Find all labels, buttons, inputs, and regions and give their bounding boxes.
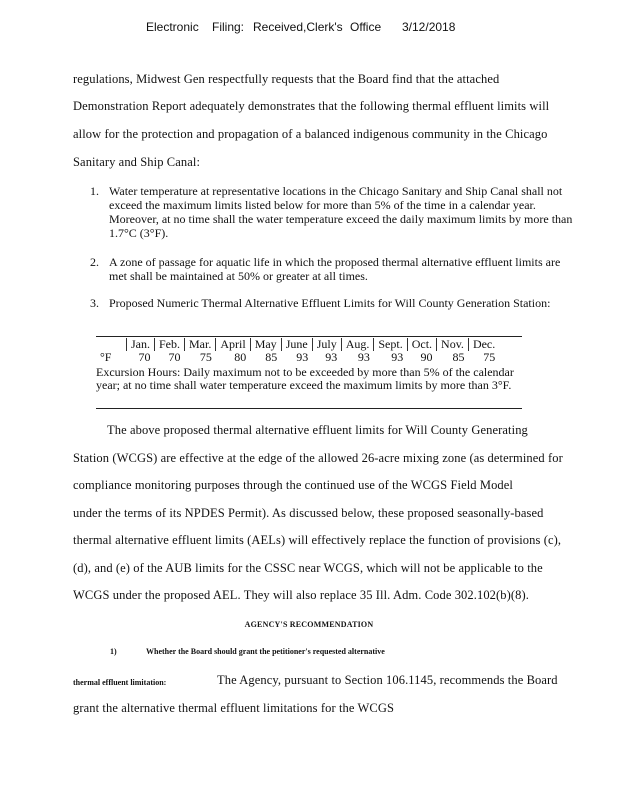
question-text: Whether the Board should grant the petitioner's requested alternative	[146, 647, 385, 656]
month-header: Dec.	[468, 338, 499, 351]
header-date: 3/12/2018	[402, 20, 456, 34]
body-line: The above proposed thermal alternative effluent limits for Will County Generating	[107, 423, 528, 437]
question-number: 1)	[110, 647, 117, 656]
body-line: WCGS under the proposed AEL. They will also replace 35 Ill. Adm. Code 302.102(b)(8).	[73, 588, 530, 602]
body-line: allow for the protection and propagation of a balanced indigenous community in the Chicago	[73, 127, 548, 141]
list-number: 3.	[90, 296, 99, 310]
month-header: Aug.	[341, 338, 374, 351]
list-number: 1.	[90, 184, 99, 198]
header-office: Office	[350, 20, 382, 34]
body-line: Station (WCGS) are effective at the edge of the allowed 26-acre mixing zone (as determined for	[73, 451, 563, 465]
list-text: Proposed Numeric Thermal Alternative Effluent Limits for Will County Generation Station:	[109, 296, 551, 310]
list-text: A zone of passage for aquatic life in which the proposed thermal alternative effluent limits are met shall be maintained at 50% or greater at all times.	[109, 255, 561, 283]
list-number: 2.	[90, 255, 99, 269]
value-cell: 80	[234, 350, 247, 364]
header-received: Received,Clerk's	[253, 20, 343, 34]
value-cell: 93	[391, 350, 404, 364]
body-line: compliance monitoring purposes through the continued use of the WCGS Field Model	[73, 478, 513, 492]
list-text: Water temperature at representative locations in the Chicago Sanitary and Ship Canal shall not exceed the maximum limits listed below for more than 5% of the time in a calendar year. Moreover, at no time shall the water temperature exceed the daily maximum limits by more than 1.7°C (3°F).	[109, 184, 573, 240]
month-header: July	[312, 338, 341, 351]
value-cell: 93	[296, 350, 309, 364]
value-cell: 75	[483, 350, 496, 364]
value-cell: 70	[138, 350, 151, 364]
header-electronic: Electronic	[146, 20, 199, 34]
value-cell: 75	[199, 350, 212, 364]
header-filing: Filing:	[212, 20, 245, 34]
body-line: grant the alternative thermal effluent limitations for the WCGS	[73, 701, 395, 715]
table-bottom-rule	[96, 408, 522, 409]
body-line: thermal alternative effluent limits (AELs) will effectively replace the function of provisions (c),	[73, 533, 562, 547]
month-header: Mar.	[185, 338, 216, 351]
month-header: April	[216, 338, 250, 351]
excursion-note: Excursion Hours: Daily maximum not to be exceeded by more than 5% of the calendar year; at no time shall water temperature exceed the maximum limits by more than 3°F.	[96, 365, 514, 392]
question-continuation: thermal effluent limitation:	[73, 678, 167, 687]
month-header: May	[250, 338, 281, 351]
month-header: Jan.	[127, 338, 155, 351]
unit-cell: °F	[100, 350, 112, 364]
body-line: (d), and (e) of the AUB limits for the CSSC near WCGS, which will not be applicable to the	[73, 561, 543, 575]
value-cell: 93	[325, 350, 338, 364]
body-line: Demonstration Report adequately demonstrates that the following thermal effluent limits will	[73, 99, 550, 113]
body-line: under the terms of its NPDES Permit). As discussed below, these proposed seasonally-based	[73, 506, 544, 520]
thermal-limits-table	[96, 338, 499, 364]
month-header: Sept.	[374, 338, 407, 351]
body-line: regulations, Midwest Gen respectfully requests that the Board find that the attached	[73, 72, 500, 86]
body-line: Sanitary and Ship Canal:	[73, 155, 201, 169]
value-cell: 70	[168, 350, 181, 364]
value-cell: 90	[420, 350, 433, 364]
month-header: Feb.	[155, 338, 185, 351]
body-line: The Agency, pursuant to Section 106.1145, recommends the Board	[217, 673, 558, 687]
value-cell: 93	[357, 350, 370, 364]
value-cell: 85	[265, 350, 278, 364]
month-header: Oct.	[407, 338, 436, 351]
agency-heading: AGENCY'S RECOMMENDATION	[244, 620, 374, 629]
table-value-row	[96, 351, 499, 364]
value-cell: 85	[452, 350, 465, 364]
month-header: June	[281, 338, 312, 351]
month-header: Nov.	[437, 338, 469, 351]
